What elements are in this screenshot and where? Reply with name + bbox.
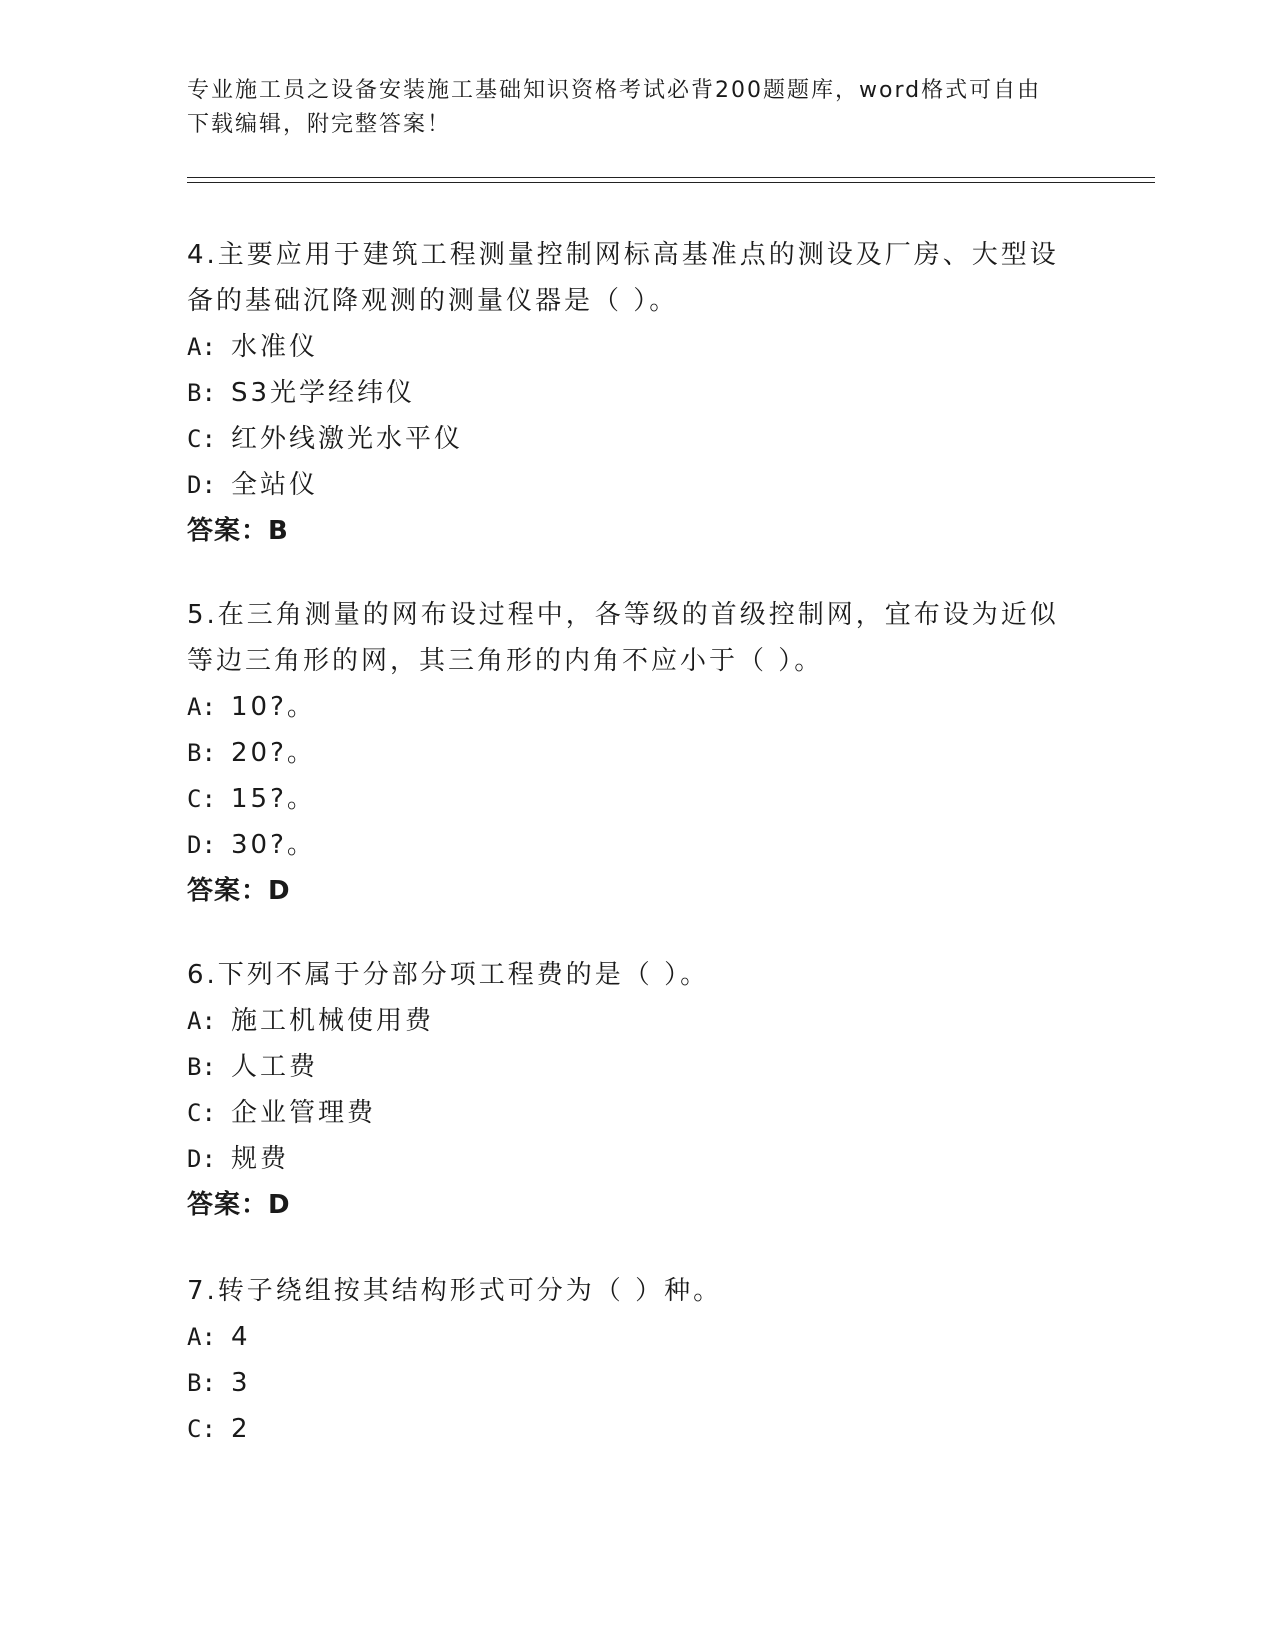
option-letter: B: (187, 739, 216, 767)
answer (187, 1182, 1067, 1228)
option-letter: B: (187, 1053, 216, 1081)
question-stem-line-1: 7.转子绕组按其结构形式可分为（ ）种。 (187, 1276, 723, 1306)
option-c (187, 776, 1067, 822)
answer-value: D (268, 1190, 291, 1220)
option-d (187, 462, 1067, 508)
option-c (187, 1090, 1067, 1136)
question-7 (187, 1268, 1067, 1452)
option-letter: A: (187, 1323, 216, 1351)
answer-label: 答案： (187, 876, 269, 906)
option-letter: B: (187, 379, 216, 407)
option-text: 10?。 (231, 692, 316, 722)
answer-value: B (268, 516, 289, 546)
option-letter: A: (187, 1007, 216, 1035)
option-a (187, 684, 1067, 730)
option-letter: D: (187, 1145, 216, 1173)
option-text: 30?。 (231, 830, 316, 860)
header-title-line-1: 专业施工员之设备安装施工基础知识资格考试必背200题题库，word格式可自由 (187, 78, 1042, 103)
option-text: S3光学经纬仪 (231, 378, 416, 408)
option-text: 3 (231, 1368, 251, 1398)
option-text: 红外线激光水平仪 (231, 424, 464, 454)
question-4 (187, 232, 1067, 554)
answer (187, 868, 1067, 914)
option-letter: C: (187, 1415, 216, 1443)
option-c (187, 1406, 1067, 1452)
option-letter: D: (187, 831, 216, 859)
answer-label: 答案： (187, 516, 269, 546)
option-b (187, 1360, 1067, 1406)
option-text: 施工机械使用费 (231, 1006, 435, 1036)
question-stem-line-1: 6.下列不属于分部分项工程费的是（ ）。 (187, 960, 710, 990)
answer-value: D (268, 876, 291, 906)
question-stem-line-1: 5.在三角测量的网布设过程中，各等级的首级控制网，宜布设为近似 (187, 600, 1059, 630)
option-text: 15?。 (231, 784, 316, 814)
question-stem-line-2: 等边三角形的网，其三角形的内角不应小于（ ）。 (187, 646, 824, 676)
option-letter: C: (187, 425, 216, 453)
option-text: 2 (231, 1414, 251, 1444)
option-a (187, 324, 1067, 370)
option-text: 20?。 (231, 738, 316, 768)
option-d (187, 822, 1067, 868)
option-letter: D: (187, 471, 216, 499)
option-c (187, 416, 1067, 462)
option-letter: C: (187, 785, 216, 813)
option-letter: A: (187, 693, 216, 721)
option-b (187, 1044, 1067, 1090)
option-letter: B: (187, 1369, 216, 1397)
option-a (187, 998, 1067, 1044)
option-text: 人工费 (231, 1052, 319, 1082)
question-6 (187, 952, 1067, 1228)
option-d (187, 1136, 1067, 1182)
option-text: 企业管理费 (231, 1098, 377, 1128)
option-text: 规费 (231, 1144, 290, 1174)
option-letter: A: (187, 333, 216, 361)
header-title-line-2: 下载编辑，附完整答案！ (187, 112, 452, 137)
option-b (187, 730, 1067, 776)
header-divider-top (187, 177, 1155, 178)
option-b (187, 370, 1067, 416)
document-header (187, 74, 1067, 142)
question-stem-line-1: 4.主要应用于建筑工程测量控制网标高基准点的测设及厂房、大型设 (187, 240, 1059, 270)
question-5 (187, 592, 1067, 914)
header-divider-bottom (187, 182, 1155, 183)
question-stem-line-2: 备的基础沉降观测的测量仪器是（ ）。 (187, 286, 679, 316)
option-a (187, 1314, 1067, 1360)
option-text: 4 (231, 1322, 251, 1352)
option-text: 水准仪 (231, 332, 319, 362)
answer (187, 508, 1067, 554)
option-text: 全站仪 (231, 470, 319, 500)
answer-label: 答案： (187, 1190, 269, 1220)
option-letter: C: (187, 1099, 216, 1127)
